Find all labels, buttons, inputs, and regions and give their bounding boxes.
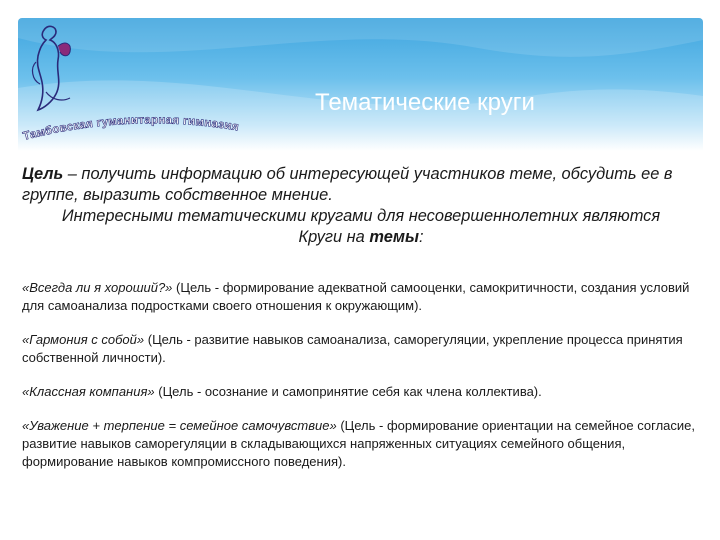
topic-description: (Цель - формирование адекватной самооценки, самокритичности, создания условий для самоанализа подростками своего отношения к окружающим). xyxy=(22,280,690,313)
topic-item xyxy=(22,279,702,315)
topic-name: «Классная компания» xyxy=(22,384,155,399)
topic-description: (Цель - формирование ориентации на семейное согласие, развитие навыков саморегуляции в складывающихся напряженных ситуациях семейного общения, формирование навыков компромиссного поведения). xyxy=(22,418,695,469)
topic-name: «Всегда ли я хороший?» xyxy=(22,280,173,295)
topic-item xyxy=(22,417,702,471)
topic-name: «Гармония с собой» xyxy=(22,332,145,347)
goal-intro-bold: темы xyxy=(369,228,419,246)
logo-arc-label: Тамбовская гуманитарная гимназия xyxy=(21,114,240,143)
topic-name: «Уважение + терпение = семейное самочувствие» xyxy=(22,418,337,433)
topic-item xyxy=(22,331,702,367)
slide-title: Тематические круги xyxy=(315,89,535,116)
gymnasium-logo-figure-icon xyxy=(26,22,78,114)
svg-text:Тамбовская гуманитарная гимназ xyxy=(22,114,240,143)
goal-text: – получить информацию об интересующей участников теме, обсудить ее в группе, выразить собственное мнение. xyxy=(22,165,673,204)
goal-paragraph xyxy=(22,164,702,248)
goal-intro-line xyxy=(22,206,702,248)
topics-list xyxy=(22,279,702,487)
topic-item xyxy=(22,383,702,401)
topic-description: (Цель - осознание и самопринятие себя как члена коллектива). xyxy=(154,384,542,399)
topic-description: (Цель - развитие навыков самоанализа, саморегуляции, укрепление процесса принятия собственной личности). xyxy=(22,332,683,365)
goal-intro-text: Интересными тематическими кругами для несовершеннолетних являются Круги на xyxy=(61,207,661,246)
goal-intro-colon: : xyxy=(418,228,424,246)
gymnasium-logo-arc-text xyxy=(20,110,260,150)
goal-lead: Цель xyxy=(22,165,64,183)
